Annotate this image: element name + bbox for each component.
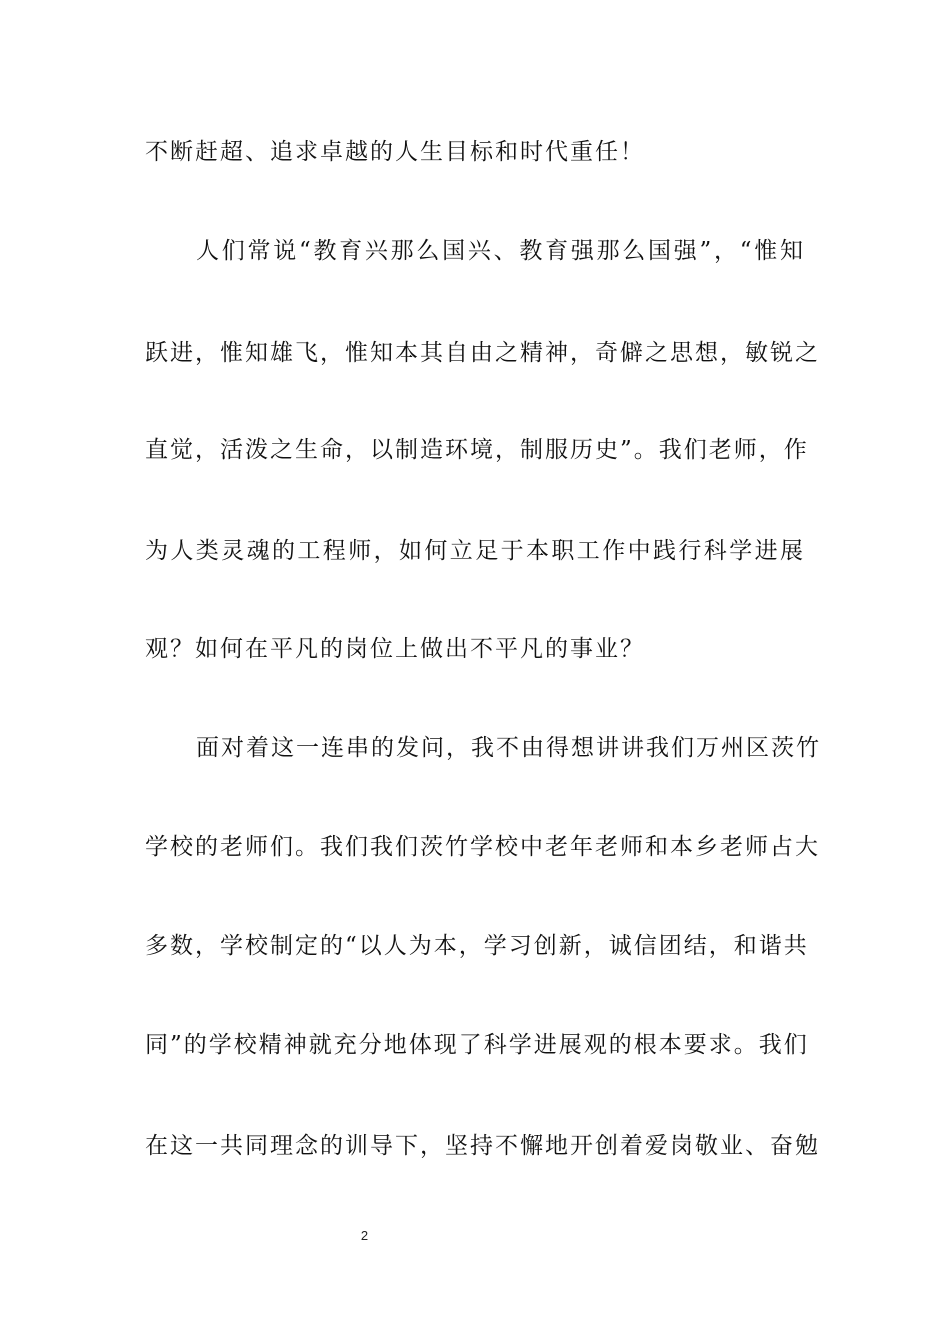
paragraph-first-line: 人们常说“教育兴那么国兴、教育强那么国强”，“惟知 <box>196 238 805 264</box>
text-line: 观？如何在平凡的岗位上做出不平凡的事业？ <box>145 636 645 662</box>
paragraph-first-line: 面对着这一连串的发问，我不由得想讲讲我们万州区茨竹 <box>196 735 821 761</box>
text-line: 学校的老师们。我们我们茨竹学校中老年老师和本乡老师占大 <box>145 834 820 860</box>
text-line: 跃进，惟知雄飞，惟知本其自由之精神，奇僻之思想，敏锐之 <box>145 340 820 366</box>
text-line: 同”的学校精神就充分地体现了科学进展观的根本要求。我们 <box>145 1032 809 1058</box>
text-line: 不断赶超、追求卓越的人生目标和时代重任！ <box>145 139 645 165</box>
text-line: 在这一共同理念的训导下，坚持不懈地开创着爱岗敬业、奋勉 <box>145 1133 820 1159</box>
text-line: 直觉，活泼之生命，以制造环境，制服历史”。我们老师，作 <box>145 437 809 463</box>
text-line: 多数，学校制定的“以人为本，学习创新，诚信团结，和谐共 <box>145 933 809 959</box>
page-number: 2 <box>360 1228 369 1243</box>
text-line: 为人类灵魂的工程师，如何立足于本职工作中践行科学进展 <box>145 538 805 564</box>
